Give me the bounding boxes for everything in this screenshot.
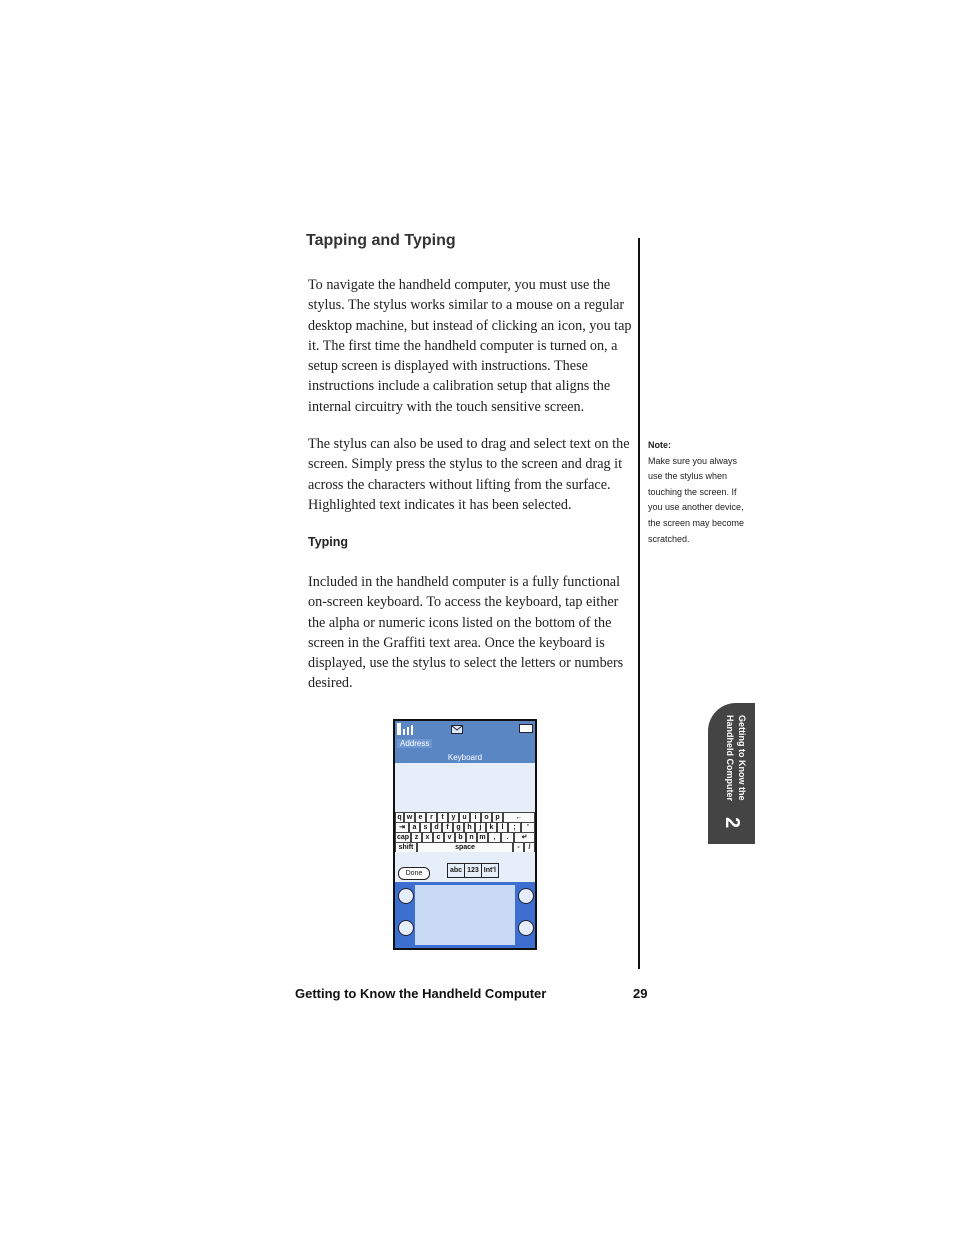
key[interactable]: l [497,822,508,833]
shift-key[interactable]: shift [395,842,417,853]
key[interactable]: s [420,822,431,833]
key[interactable]: ; [508,822,521,833]
note-label: Note: [648,440,671,450]
key[interactable]: ' [521,822,535,833]
key[interactable]: a [409,822,420,833]
page-number: 29 [633,986,648,1001]
chapter-tab-text: Getting to Know the Handheld Computer [725,715,747,802]
footer-title: Getting to Know the Handheld Computer [295,986,547,1001]
key[interactable]: i [470,812,481,823]
graffiti-area [395,882,535,948]
caps-key[interactable]: cap [396,834,410,841]
key[interactable]: d [431,822,442,833]
on-screen-keyboard [395,812,535,852]
graffiti-writing-area[interactable] [415,885,515,945]
key[interactable]: - [513,842,524,853]
key[interactable]: o [481,812,492,823]
key[interactable]: m [477,832,488,843]
enter-key[interactable]: ↵ [514,832,535,843]
key[interactable]: y [448,812,459,823]
signal-icon [397,723,415,735]
app-label: Address [397,739,432,748]
key[interactable]: e [415,812,426,823]
note-text: Make sure you always use the stylus when touching the screen. If you use another device, the screen may become scratched. [648,455,745,544]
subsection-title: Typing [308,535,349,549]
key[interactable]: r [426,812,437,823]
menu-icon[interactable] [398,920,414,936]
key[interactable]: p [492,812,503,823]
keyboard-mode-buttons [447,863,499,878]
key[interactable]: / [524,842,535,853]
space-key[interactable]: space [417,842,513,853]
key[interactable]: v [444,832,455,843]
intl-mode-button[interactable]: Int'l [483,867,496,874]
key[interactable]: u [459,812,470,823]
tab-key[interactable]: ⇥ [395,822,409,833]
key[interactable]: b [455,832,466,843]
chapter-number: 2 [721,816,743,829]
side-note [648,438,748,547]
status-bar [395,721,535,755]
chapter-tab [708,703,755,844]
abc-mode-button[interactable]: abc [448,864,465,877]
find-icon[interactable] [518,920,534,936]
done-button[interactable]: Done [398,867,430,880]
key[interactable]: k [486,822,497,833]
paragraph-typing: Included in the handheld computer is a fully functional on-screen keyboard. To access the keyboard, tap either the alpha or numeric icons listed on the bottom of the screen in the Graffiti text area. Once the keyboard is displayed, use the stylus to select the letters or numbers desired. [308,574,624,692]
keyboard-title: Keyboard [395,752,535,763]
paragraph-stylus-navigation: To navigate the handheld computer, you must use the stylus. The stylus works similar to a mouse on a regular desktop machine, but instead of clicking an icon, you tap it. The first time the handheld computer is turned on, a setup screen is displayed with instructions. These instructions include a calibration setup that aligns the internal circuitry with the touch sensitive screen. [308,277,632,415]
paragraph-drag-select: The stylus can also be used to drag and select text on the screen. Simply press the stylus to the screen and drag it across the characters without lifting from the surface. Highlighted text indicates it has been selected. [308,436,630,513]
key[interactable]: t [437,812,448,823]
mail-icon [451,725,463,734]
key[interactable]: h [464,822,475,833]
home-icon[interactable] [398,888,414,904]
battery-icon [519,724,533,733]
key[interactable]: n [466,832,477,843]
device-screenshot [393,719,537,950]
backspace-key[interactable]: ← [503,812,535,823]
text-area [395,763,535,812]
key[interactable]: f [442,822,453,833]
numeric-mode-button[interactable]: 123 [465,864,482,877]
key[interactable]: . [501,832,514,843]
margin-rule [638,238,640,969]
key[interactable]: g [453,822,464,833]
key[interactable]: j [475,822,486,833]
keyboard-controls [395,852,535,882]
key[interactable]: , [488,832,501,843]
key[interactable]: w [404,812,415,823]
key[interactable]: q [395,812,404,823]
section-title: Tapping and Typing [306,232,456,249]
key[interactable]: c [433,832,444,843]
calculator-icon[interactable] [518,888,534,904]
key[interactable]: z [411,832,422,843]
key[interactable]: x [422,832,433,843]
